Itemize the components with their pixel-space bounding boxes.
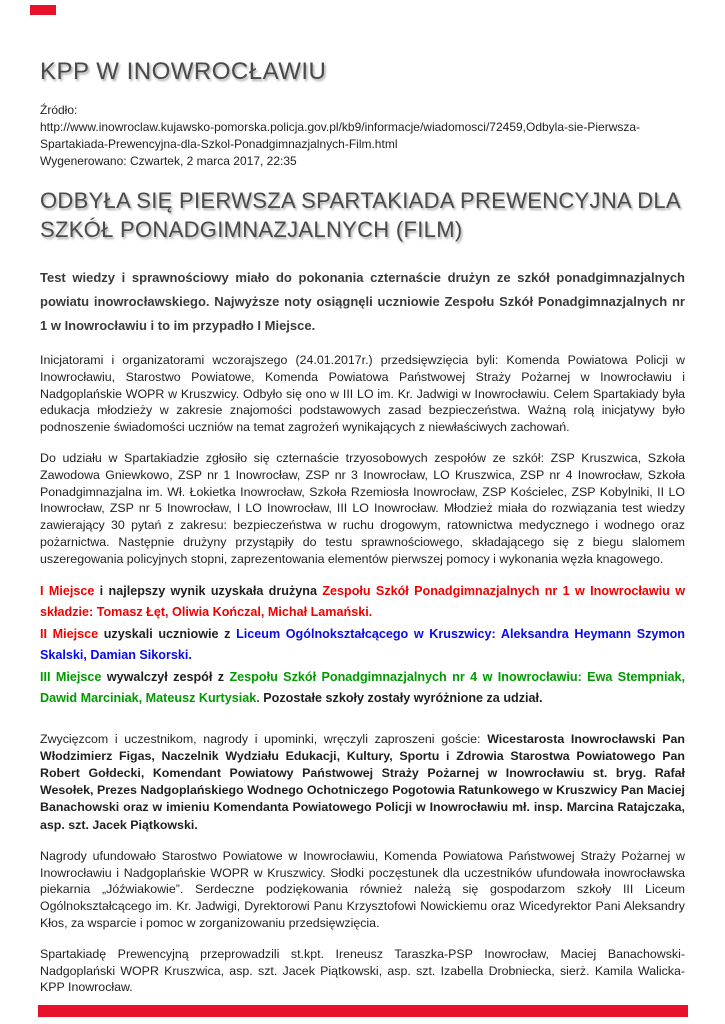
paragraph-sponsors: Nagrody ufundowało Starostwo Powiatowe w Inowrocławiu, Komenda Powiatowa Państwowej Straży Pożarnej w Inowrocławiu i Nadgoplańskie WOPR w Kruszwicy. Słodki poczęstunek dla uczestników ufundowała inowrocławska piekarnia „Jóźwiakowie”. Serdeczne podziękowania również należą się gospodarzom szkoły III Liceum Ogólnokształcącego im. Kr. Jadwigi, Dyrektorowi Panu Krzysztofowi Nowickiemu oraz Wicedyrektor Pani Aleksandry Kłos, za wsparcie i pomoc w zorganizowaniu przedsięwzięcia.: [40, 848, 685, 930]
article-lead: Test wiedzy i sprawnościowy miało do pokonania czternaście drużyn ze szkół ponadgimnazjalnych powiatu inowrocławskiego. Najwyższe noty osiągnęli uczniowie Zespołu Szkół Ponadgimnazjalnych nr 1 w Inowrocławiu i to im przypadło I Miejsce.: [40, 270, 685, 333]
source-label: Źródło:: [40, 103, 78, 117]
page-title: KPP W INOWROCŁAWIU: [40, 58, 327, 85]
source-url: http://www.inowroclaw.kujawsko-pomorska.policja.gov.pl/kb9/informacje/wiadomosci/72459,Odbyla-sie-Pierwsza-Spartakiada-Prewencyjna-dla-Szkol-Ponadgimnazjalnych-Film.html: [40, 120, 641, 151]
article-title: ODBYŁA SIĘ PIERWSZA SPARTAKIADA PREWENCYJNA DLA SZKÓŁ PONADGIMNAZJALNYCH (FILM): [40, 188, 680, 242]
results-block: [40, 581, 685, 710]
results-line-third-place: III Miejsce wywalczył zespół z Zespołu Szkół Ponadgimnazjalnych nr 4 w Inowrocławiu: Ewa Stempniak, Dawid Marciniak, Mateusz Kurtysiak. Pozostałe szkoły zostały wyróżnione za udział.: [40, 669, 685, 706]
results-line-second-place: II Miejsce uzyskali uczniowie z Liceum Ogólnokształcącego w Kruszwicy: Aleksandra Heymann Szymon Skalski, Damian Sikorski.: [40, 626, 685, 663]
results-line-first-place: I Miejsce i najlepszy wynik uzyskała drużyna Zespołu Szkół Ponadgimnazjalnych nr 1 w Inowrocławiu w składzie: Tomasz Łęt, Oliwia Kończal, Michał Lamański.: [40, 583, 685, 620]
source-block: [40, 102, 685, 170]
paragraph-organizers: Inicjatorami i organizatorami wczorajszego (24.01.2017r.) przedsięwzięcia byli: Komenda Powiatowa Policji w Inowrocławiu, Starostwo Powiatowe, Komenda Powiatowa Państwowej Straży Pożarnej w Inowrocławiu i Nadgoplańskie WOPR w Kruszwicy. Odbyło się ono w III LO im. Kr. Jadwigi w Inowrocławiu. Celem Spartakiady była edukacja młodzieży w zakresie znajomości podstawowych zasad bezpieczeństwa. Ważną rolą inicjatywy było podnoszenie świadomości uczniów na temat zagrożeń wynikających z niewłaściwych zachowań.: [40, 353, 685, 435]
paragraph-guests: Zwycięzcom i uczestnikom, nagrody i upominki, wręczyli zaproszeni goście: Wicestarosta Inowrocławski Pan Włodzimierz Figas, Naczelnik Wydziału Edukacji, Kultury, Sportu i Zdrowia Starostwa Powiatowego Pan Robert Gołdecki, Komendant Powiatowy Państwowej Straży Pożarnej w Inowrocławiu st. bryg. Rafał Wesołek, Prezes Nadgoplańskiego Wodnego Ochotniczego Pogotowia Ratunkowego w Kruszwicy Pan Maciej Banachowski oraz w imieniu Komendanta Powiatowego Policji w Inowrocławiu mł. insp. Marcina Ratajczaka, asp. szt. Jacek Piątkowski.: [40, 731, 685, 832]
bottom-image-placeholder: [38, 1005, 688, 1017]
paragraph-credits: Spartakiadę Prewencyjną przeprowadzili st.kpt. Ireneusz Taraszka-PSP Inowrocław, Maciej Banachowski-Nadgoplański WOPR Kruszwica, asp. szt. Jacek Piątkowski, asp. szt. Izabella Drobniecka, sierż. Kamila Walicka-KPP Inowrocław.: [40, 946, 685, 995]
paragraph-participants: Do udziału w Spartakiadzie zgłosiło się czternaście trzyosobowych zespołów ze szkół: ZSP Kruszwica, Szkoła Zawodowa Gniewkowo, ZSP nr 1 Inowrocław, ZSP nr 3 Inowrocław, LO Kruszwica, ZSP nr 4 Inowrocław, Szkoła Ponadgimnazjalna im. Wł. Łokietka Inowrocław, Szkoła Rzemiosła Inowrocław, ZSP Kościelec, ZSP Kobylniki, II LO Inowrocław, ZSP nr 5 Inowrocław, I LO Inowrocław, III LO Inowrocław. Młodzież miała do rozwiązania test wiedzy zawierający 30 pytań z zakresu: bezpieczeństwa w ruchu drogowym, ratownictwa medycznego i wodnego oraz pożarnictwa. Następnie drużyny przystąpiły do testu sprawnościowego, składającego się z biegu slalomem uszeregowania policyjnych stopni, zaprezentowania elementów pierwszej pomocy i wykonania węzła knagowego.: [40, 450, 685, 566]
generated-timestamp: Wygenerowano: Czwartek, 2 marca 2017, 22:35: [40, 154, 297, 168]
